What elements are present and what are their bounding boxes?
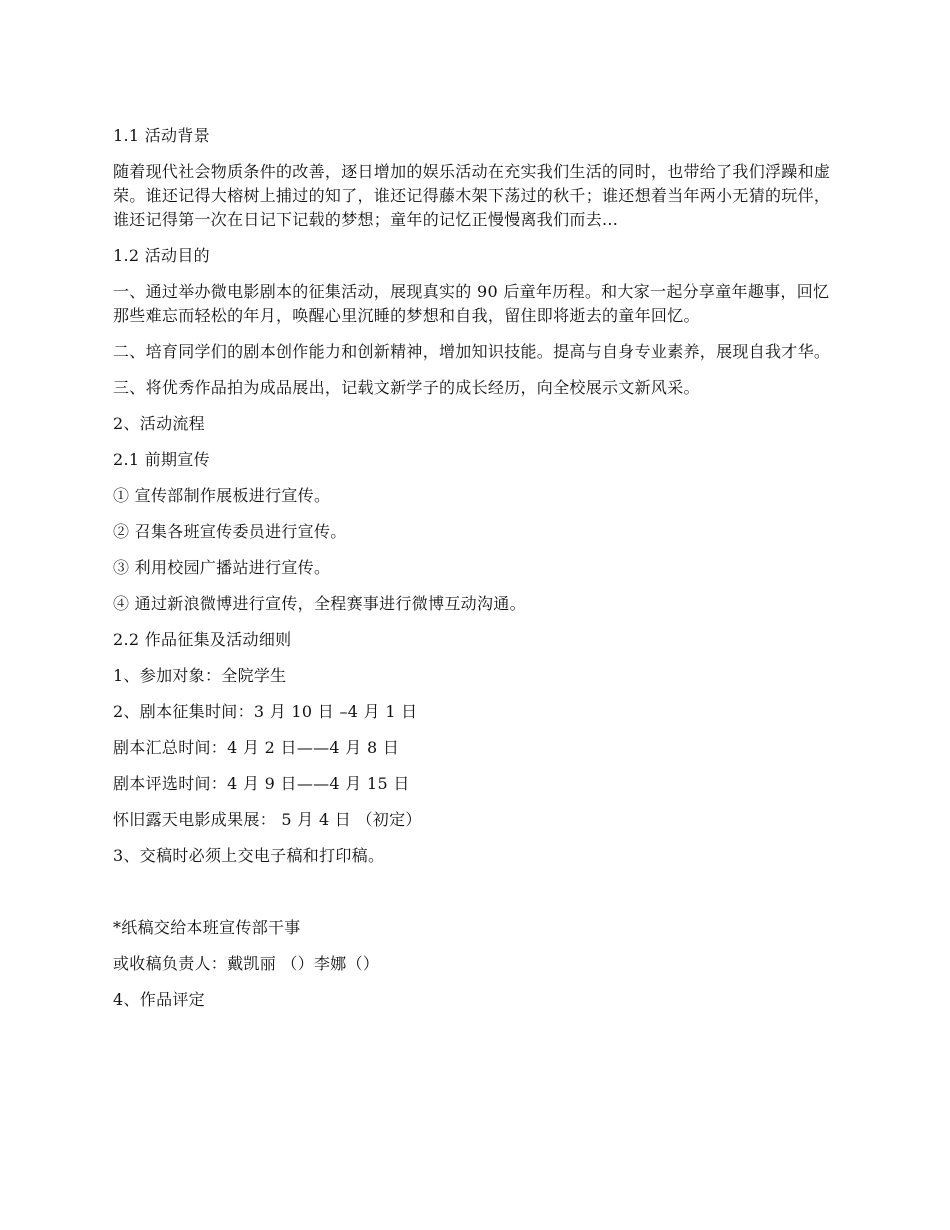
section-heading-2-2: 2.2 作品征集及活动细则 — [113, 630, 292, 649]
rule-item-2b: 剧本评选时间：4 月 9 日——4 月 15 日 — [113, 774, 410, 793]
promo-item-1: ① 宣传部制作展板进行宣传。 — [113, 486, 331, 505]
section-heading-2-1: 2.1 前期宣传 — [113, 450, 210, 469]
rule-item-4: 4、作品评定 — [113, 990, 205, 1009]
section-heading-1-2: 1.2 活动目的 — [113, 246, 210, 265]
rule-item-2: 2、剧本征集时间：3 月 10 日 –4 月 1 日 — [113, 702, 418, 721]
section-heading-2: 2、活动流程 — [113, 414, 205, 433]
document-page — [113, 124, 843, 1012]
promo-item-3: ③ 利用校园广播站进行宣传。 — [113, 558, 331, 577]
goal-paragraph-3: 三、将优秀作品拍为成品展出，记载文新学子的成长经历，向全校展示文新风采。 — [113, 378, 700, 397]
section-heading-1-1: 1.1 活动背景 — [113, 126, 210, 145]
note-item-2: 或收稿负责人：戴凯丽 （）李娜（） — [113, 954, 380, 973]
goal-paragraph-1: 一、通过举办微电影剧本的征集活动，展现真实的 90 后童年历程。和大家一起分享童年趣事，回忆那些难忘而轻松的年月，唤醒心里沉睡的梦想和自我，留住即将逝去的童年回忆。 — [113, 282, 830, 325]
rule-item-3: 3、交稿时必须上交电子稿和打印稿。 — [113, 846, 385, 865]
rule-item-2a: 剧本汇总时间：4 月 2 日——4 月 8 日 — [113, 738, 400, 757]
note-item-1: *纸稿交给本班宣传部干事 — [113, 918, 301, 937]
rule-item-1: 1、参加对象：全院学生 — [113, 666, 287, 685]
promo-item-4: ④ 通过新浪微博进行宣传，全程赛事进行微博互动沟通。 — [113, 594, 526, 613]
rule-item-2c: 怀旧露天电影成果展： 5 月 4 日 （初定） — [113, 810, 422, 829]
goal-paragraph-2: 二、培育同学们的剧本创作能力和创新精神，增加知识技能。提高与自身专业素养，展现自我才华。 — [113, 342, 831, 361]
promo-item-2: ② 召集各班宣传委员进行宣传。 — [113, 522, 347, 541]
background-paragraph: 随着现代社会物质条件的改善，逐日增加的娱乐活动在充实我们生活的同时，也带给了我们浮躁和虚荣。谁还记得大榕树上捕过的知了，谁还记得藤木架下荡过的秋千；谁还想着当年两小无猜的玩伴，谁还记得第一次在日记下记载的梦想；童年的记忆正慢慢离我们而去... — [113, 162, 831, 229]
